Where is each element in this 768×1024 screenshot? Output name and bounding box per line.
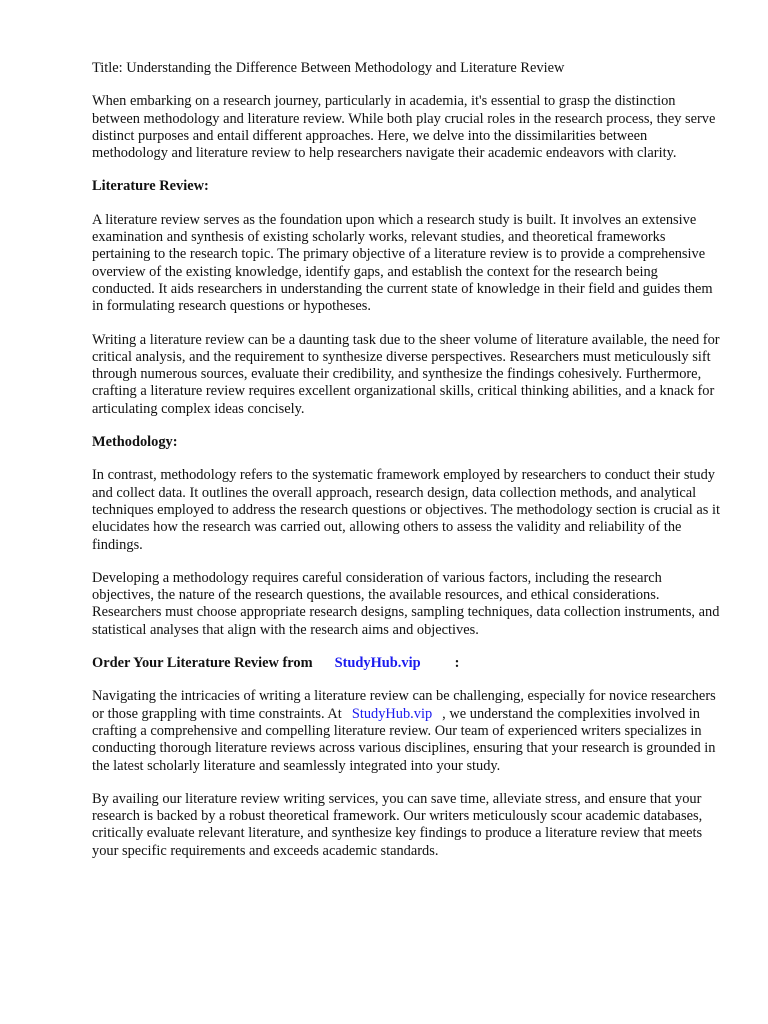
literature-review-paragraph-1: A literature review serves as the foundation upon which a research study is built. It involves an extensive examination and synthesis of existing scholarly works, relevant studies, and theoretical frameworks pertaining to the research topic. The primary objective of a literature review is to provide a comprehensive overview of the existing knowledge, identify gaps, and establish the context for the research being conducted. It aids researchers in understanding the current state of knowledge in their field and guides them in formulating research questions or hypotheses. [92,211,713,315]
order-paragraph-1 [92,688,722,774]
order-paragraph-1-after: , we understand the complexities involved in crafting a comprehensive and compelling literature review. Our team of experienced writers specializes in conducting thorough literature reviews across various disciplines, ensuring that your research is grounded in the latest scholarly literature and seamlessly integrated into your study. [92,705,716,774]
order-paragraph-1-before: Navigating the intricacies of writing a literature review can be challenging, especially for novice researchers or those grappling with time constraints. At [92,688,716,722]
document-title: Title: Understanding the Difference Between Methodology and Literature Review [92,60,565,76]
studyhub-heading-link[interactable]: StudyHub.vip [334,655,421,672]
order-heading-text: Order Your Literature Review from [92,655,313,672]
document-page [92,60,722,876]
studyhub-inline-link[interactable]: StudyHub.vip [351,705,433,722]
order-heading-colon: : [454,655,460,672]
methodology-heading: Methodology: [92,434,178,451]
literature-review-paragraph-2: Writing a literature review can be a daunting task due to the sheer volume of literature available, the need for critical analysis, and the requirement to synthesize diverse perspectives. Researchers must meticulously sift through numerous sources, evaluate their credibility, and synthesize the findings cohesively. Furthermore, crafting a literature review requires excellent organizational skills, critical thinking abilities, and a knack for articulating complex ideas concisely. [92,331,720,417]
methodology-paragraph-1: In contrast, methodology refers to the systematic framework employed by researchers to conduct their study and collect data. It outlines the overall approach, research design, data collection methods, and analytical techniques employed to address the research questions or objectives. The methodology section is crucial as it elucidates how the research was carried out, allowing others to assess the validity and reliability of the findings. [92,467,720,553]
literature-review-heading: Literature Review: [92,178,209,195]
order-paragraph-2: By availing our literature review writing services, you can save time, alleviate stress, and ensure that your research is backed by a robust theoretical framework. Our writers meticulously scour academic databases, critically evaluate relevant literature, and synthesize key findings to produce a literature review that meets your specific requirements and exceeds academic standards. [92,790,703,859]
methodology-paragraph-2: Developing a methodology requires careful consideration of various factors, including the research objectives, the nature of the research questions, the available resources, and ethical considerations. Researchers must choose appropriate research designs, sampling techniques, data collection instruments, and statistical analyses that align with the research aims and objectives. [92,569,720,638]
intro-paragraph: When embarking on a research journey, particularly in academia, it's essential to grasp the distinction between methodology and literature review. While both play crucial roles in the research process, they serve distinct purposes and entail different approaches. Here, we delve into the dissimilarities between methodology and literature review to help researchers navigate their academic endeavors with clarity. [92,93,716,162]
order-heading [92,655,722,672]
